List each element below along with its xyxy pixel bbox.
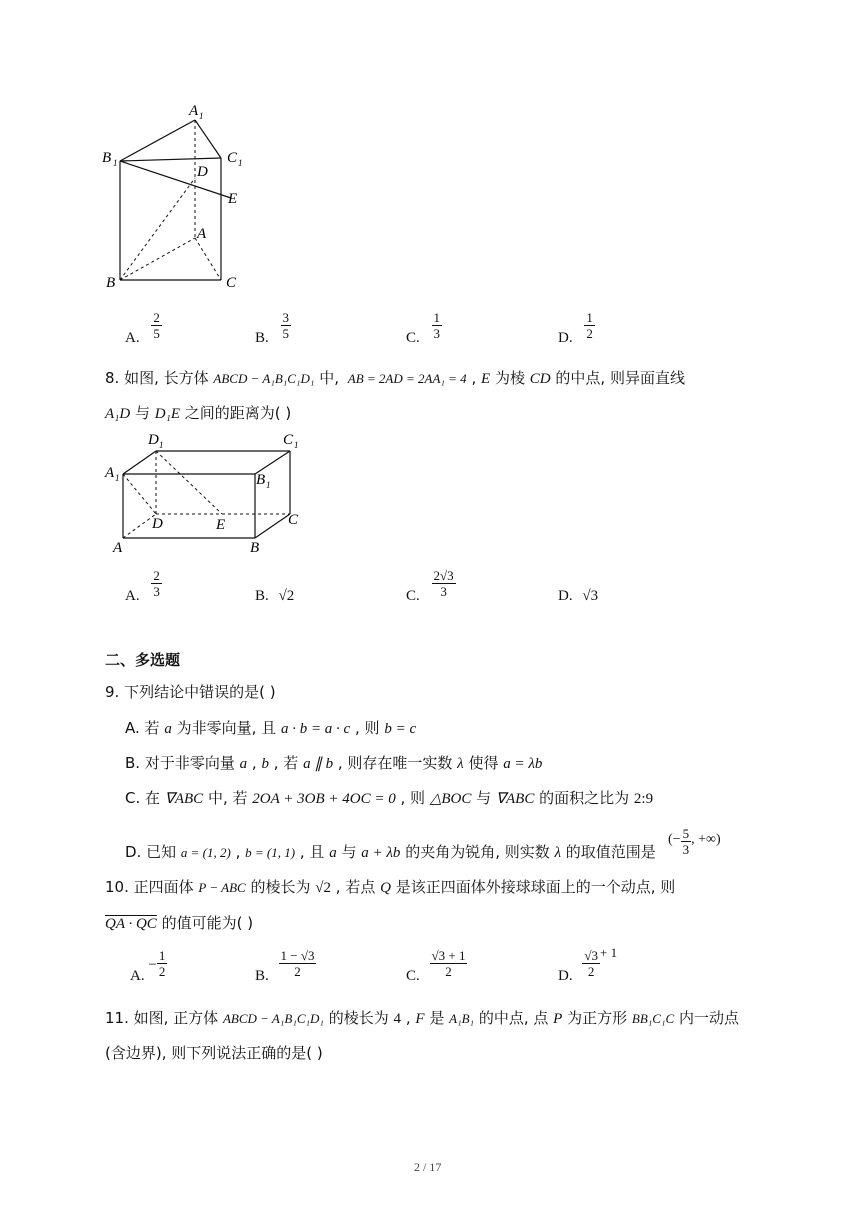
- q11-stem-line1: [105, 1008, 739, 1029]
- q7-option-b-label: B.: [255, 330, 269, 346]
- q7-option-a-fraction: [151, 310, 162, 341]
- q11-math: BB₁C₁C: [631, 1011, 675, 1026]
- q8-option-c-num: 2√3: [433, 568, 454, 583]
- q7-option-b-num: 3: [282, 310, 290, 325]
- q10-option-b-den: 2: [294, 964, 301, 979]
- page-number: 2 / 17: [414, 1160, 442, 1174]
- q10-option-a-num: 1: [158, 948, 166, 963]
- q9-b-math: b: [261, 756, 269, 772]
- q8-stem-line1: [105, 368, 685, 389]
- q7-option-d-label: D.: [558, 330, 573, 346]
- q9-a-label: A. 若: [125, 719, 160, 737]
- q9-d-text: 的取值范围是: [565, 843, 656, 861]
- fig7-label-D: D: [197, 164, 208, 180]
- figure-q8-cuboid: [100, 428, 310, 558]
- q9-c-math: ∇ABC: [164, 791, 204, 807]
- q8-math: E: [481, 371, 491, 387]
- q9-d-label: D. 已知: [125, 843, 177, 861]
- fig8-label-E: E: [216, 517, 226, 533]
- q11-text: 的中点, 点: [478, 1009, 549, 1027]
- q8-math: AB = 2AD = 2AA₁ = 4: [347, 371, 467, 386]
- q9-a-math: a · b = a · c: [280, 721, 351, 737]
- q11-text: 11. 如图, 正方体: [105, 1009, 219, 1027]
- q9-c-label: C. 在: [125, 789, 161, 807]
- fig7-label-B1: B: [102, 150, 112, 166]
- q10-math: Q: [380, 880, 391, 896]
- q9-d-range-open: (−: [668, 831, 681, 847]
- q11-math: A₁B₁: [449, 1011, 475, 1026]
- q8-option-c[interactable]: [406, 568, 456, 604]
- fig8-label-B1: B: [256, 472, 266, 488]
- q10-option-c-num: √3 + 1: [431, 948, 466, 963]
- q9-a-math: b = c: [384, 721, 417, 737]
- fig8-label-A1-sub: 1: [115, 473, 120, 483]
- q10-text: 的值可能为( ): [161, 914, 254, 932]
- q10-option-a-label: A.: [130, 968, 145, 984]
- fig8-label-C: C: [288, 512, 299, 528]
- q7-option-a[interactable]: [125, 310, 162, 346]
- q9-d-math: λ: [554, 845, 562, 861]
- fig7-label-B: B: [106, 275, 116, 291]
- q10-text: , 若点: [335, 878, 376, 896]
- q8-text: 为棱: [494, 369, 525, 387]
- q10-option-b-num: 1 − √3: [280, 948, 315, 963]
- q10-option-b-fraction: [279, 948, 317, 979]
- q9-c-math: 2:9: [633, 791, 654, 807]
- fig8-label-C1: C: [283, 432, 294, 448]
- q10-option-a-den: 2: [158, 964, 166, 979]
- fig8-label-A1: A: [105, 465, 115, 481]
- q8-option-d-value: √3: [582, 588, 599, 604]
- q9-option-a[interactable]: [125, 718, 416, 739]
- q7-option-b-fraction: [281, 310, 292, 341]
- q11-text: 为正方形: [567, 1009, 628, 1027]
- q8-option-a-num: 2: [153, 568, 160, 583]
- q9-b-label: B. 对于非零向量: [125, 754, 235, 772]
- q8-option-c-label: C.: [406, 588, 420, 604]
- fig8-label-D1-sub: 1: [159, 440, 164, 450]
- fig8-label-B1-sub: 1: [266, 480, 271, 490]
- q8-option-a-fraction: [151, 568, 162, 599]
- q9-d-math: a: [329, 845, 337, 861]
- q9-d-text: ,: [235, 843, 241, 861]
- q9-d-range: [668, 826, 721, 857]
- q9-d-range-den: 3: [682, 842, 690, 857]
- q9-option-c[interactable]: [125, 788, 653, 809]
- q10-text: 的棱长为: [250, 878, 311, 896]
- q10-option-d-fraction: [582, 948, 600, 979]
- q7-option-b[interactable]: [255, 310, 291, 346]
- q9-stem: 9. 下列结论中错误的是( ): [105, 683, 276, 701]
- q7-option-c-num: 1: [433, 310, 441, 325]
- fig8-label-D: D: [152, 516, 163, 532]
- q10-option-c-fraction: [430, 948, 468, 979]
- q11-math: F: [415, 1011, 425, 1027]
- q8-option-d[interactable]: [558, 588, 598, 605]
- q8-text: 与: [135, 404, 151, 422]
- figure-q7-prism: [100, 100, 260, 300]
- fig7-label-C1: C: [227, 150, 238, 166]
- q11-text: 是: [429, 1009, 445, 1027]
- fig7-label-A1: A: [189, 103, 199, 119]
- q8-stem-line2: [105, 403, 291, 424]
- q9-b-text: , 若: [273, 754, 299, 772]
- q8-option-b[interactable]: [255, 588, 294, 605]
- q10-math: √2: [315, 880, 332, 896]
- q8-text: 的中点, 则异面直线: [555, 369, 685, 387]
- q9-a-text: , 则: [355, 719, 380, 737]
- fig7-label-E: E: [228, 191, 238, 207]
- q8-option-a-den: 3: [153, 584, 160, 599]
- q8-option-c-den: 3: [440, 584, 447, 599]
- q7-option-a-num: 2: [153, 310, 160, 325]
- q11-text: ,: [405, 1009, 411, 1027]
- q10-option-a[interactable]: [130, 948, 167, 984]
- q10-option-b[interactable]: [255, 948, 316, 984]
- q10-text: 是该正四面体外接球球面上的一个动点, 则: [395, 878, 676, 896]
- q9-option-b[interactable]: [125, 753, 542, 774]
- q8-option-b-label: B.: [255, 588, 269, 604]
- q10-option-a-sign: −: [148, 957, 157, 973]
- fig7-label-C: C: [226, 275, 237, 291]
- q11-text: 内一动点: [678, 1009, 739, 1027]
- q9-c-text: 中, 若: [207, 789, 248, 807]
- q11-math: P: [553, 1011, 563, 1027]
- q10-stem-line1: [105, 877, 675, 898]
- q7-option-a-label: A.: [125, 330, 140, 346]
- q10-option-c-den: 2: [445, 964, 452, 979]
- q8-math: D₁E: [154, 406, 181, 422]
- q9-d-math: b = (1, 1): [245, 845, 296, 860]
- fig8-label-B: B: [250, 540, 260, 556]
- fig7-label-A: A: [197, 226, 207, 242]
- fig7-label-B1-sub: 1: [113, 158, 118, 168]
- q8-math: CD: [529, 371, 551, 387]
- q8-option-c-fraction: [432, 568, 456, 599]
- q9-c-math: 2OA + 3OB + 4OC = 0: [252, 791, 396, 807]
- q9-b-text: , 则存在唯一实数: [337, 754, 453, 772]
- q9-b-math: a: [239, 756, 248, 772]
- q9-d-text: 的夹角为锐角, 则实数: [405, 843, 550, 861]
- q9-b-math: λ: [457, 756, 464, 772]
- q8-math: ABCD − A₁B₁C₁D₁: [213, 371, 315, 386]
- q9-d-math: a = (1, 2): [180, 845, 231, 860]
- q9-d-text: , 且: [299, 843, 325, 861]
- q10-option-c[interactable]: [406, 948, 467, 984]
- q9-b-text: 使得: [468, 754, 499, 772]
- q8-text: ,: [471, 369, 477, 387]
- q7-option-d[interactable]: [558, 310, 595, 346]
- q7-option-c[interactable]: [406, 310, 442, 346]
- fig8-label-A: A: [113, 540, 123, 556]
- q11-text: 的棱长为: [328, 1009, 389, 1027]
- q10-option-d-den: 2: [587, 964, 595, 979]
- q10-text: 10. 正四面体: [105, 878, 194, 896]
- q7-option-c-den: 3: [433, 326, 441, 341]
- q11-math: 4: [393, 1011, 402, 1027]
- q9-c-text: , 则: [400, 789, 426, 807]
- q9-c-text: 的面积之比为: [539, 789, 630, 807]
- q10-option-a-fraction: [157, 948, 168, 979]
- q8-option-b-value: √2: [278, 588, 295, 604]
- q7-option-a-den: 5: [153, 326, 160, 341]
- fig7-label-A1-sub: 1: [199, 111, 204, 121]
- q11-stem-line2: (含边界), 则下列说法正确的是( ): [105, 1044, 323, 1062]
- q9-option-d[interactable]: [125, 842, 656, 863]
- q11-math: ABCD − A₁B₁C₁D₁: [222, 1011, 324, 1026]
- q8-text: 中,: [319, 369, 339, 387]
- q10-option-d[interactable]: [558, 945, 618, 984]
- fig8-label-C1-sub: 1: [294, 440, 299, 450]
- q7-option-d-num: 1: [586, 310, 593, 325]
- fig7-label-C1-sub: 1: [238, 158, 243, 168]
- q10-option-c-label: C.: [406, 968, 420, 984]
- q9-d-range-fraction: [681, 826, 692, 857]
- q7-option-d-den: 2: [586, 326, 593, 341]
- q9-b-math: a ∥ b: [303, 756, 334, 772]
- q9-d-text: 与: [341, 843, 357, 861]
- q9-c-text: 与: [476, 789, 492, 807]
- q9-c-math: △BOC: [429, 791, 472, 807]
- q7-option-c-fraction: [432, 310, 443, 341]
- q8-text: 8. 如图, 长方体: [105, 369, 209, 387]
- q9-a-text: 为非零向量, 且: [176, 719, 277, 737]
- section-heading: 二、多选题: [105, 651, 181, 669]
- q8-option-a[interactable]: [125, 568, 162, 604]
- q10-math: QA · QC: [105, 916, 157, 932]
- q8-option-a-label: A.: [125, 588, 140, 604]
- fig8-label-D1: D: [148, 432, 159, 448]
- q8-math: A₁D: [105, 406, 131, 422]
- q7-option-c-label: C.: [406, 330, 420, 346]
- q9-d-math: a + λb: [361, 845, 401, 861]
- q10-option-d-label: D.: [558, 968, 573, 984]
- q10-stem-line2: [105, 913, 253, 934]
- q8-option-d-label: D.: [558, 588, 573, 604]
- q7-option-b-den: 5: [282, 326, 290, 341]
- q10-option-d-tail: + 1: [599, 945, 618, 960]
- q9-d-range-close: , +∞): [691, 831, 721, 847]
- q10-option-d-num: √3: [584, 948, 598, 963]
- q9-b-text: ,: [251, 754, 257, 772]
- q9-c-math: ∇ABC: [495, 791, 535, 807]
- q9-d-range-num: 5: [682, 826, 690, 841]
- q8-text: 之间的距离为( ): [184, 404, 292, 422]
- q10-option-b-label: B.: [255, 968, 269, 984]
- q7-option-d-fraction: [584, 310, 595, 341]
- q9-b-math: a = λb: [503, 756, 543, 772]
- q10-math: P − ABC: [198, 880, 246, 895]
- q9-a-math: a: [164, 721, 172, 737]
